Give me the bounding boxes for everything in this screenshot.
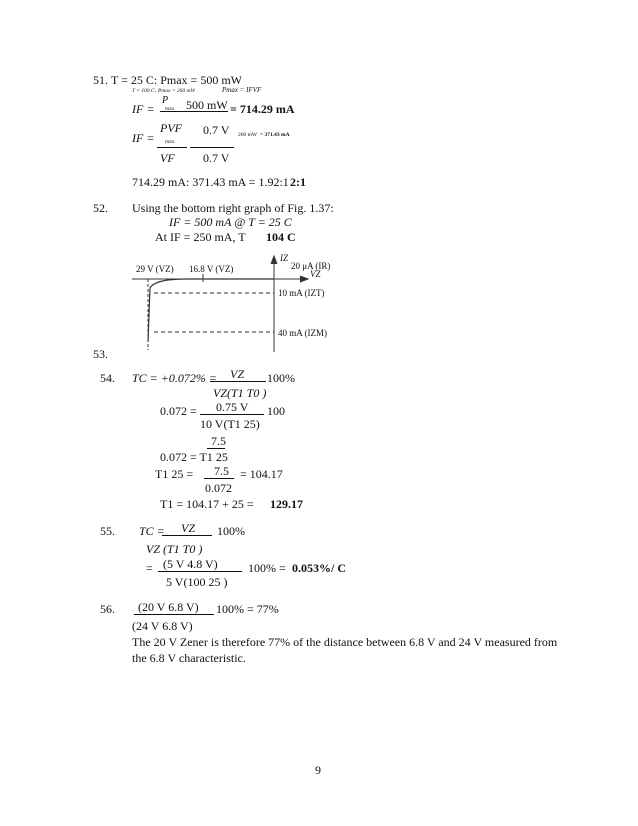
problem-51-if2-denominator: 0.7 V (203, 151, 230, 165)
problem-52-line2: IF = 500 mA @ T = 25 C (169, 215, 292, 229)
label-29v: 29 V (VZ) (136, 264, 174, 274)
problem-54-l2-right: 100 (267, 404, 285, 418)
problem-51-pvf-label: PVF (160, 121, 182, 135)
problem-55-answer: 0.053%/ C (292, 561, 346, 575)
problem-52-answer: 104 C (266, 230, 296, 244)
problem-56-text-line2: the 6.8 V characteristic. (132, 651, 246, 665)
fraction-bar (210, 381, 266, 382)
label-10ma: 10 mA (IZT) (278, 288, 325, 298)
problem-54-l2-num: 0.75 V (216, 400, 249, 414)
problem-55-den2: 5 V(100 25 ) (166, 575, 228, 589)
problem-51-number: 51. (93, 73, 108, 87)
label-168v: 16.8 V (VZ) (189, 264, 234, 274)
problem-51-ratio-answer: 2:1 (290, 175, 306, 189)
vz-axis-arrow (300, 276, 308, 282)
problem-55-number: 55. (100, 524, 115, 538)
iz-axis-arrow (271, 256, 277, 264)
problem-54-l3-num: 7.5 (211, 434, 226, 448)
problem-54-l3-left: 0.072 = T1 25 (160, 450, 228, 464)
problem-54-l4-right: = 104.17 (240, 467, 283, 481)
problem-51-small-tail: Pmax = IFVF (222, 86, 262, 94)
problem-51-if1-numerator: 500 mW (186, 98, 228, 112)
fraction-bar (162, 535, 212, 536)
problem-54-answer: 129.17 (270, 497, 303, 511)
problem-54-l4-left: T1 25 = (155, 467, 194, 481)
fraction-bar (204, 478, 234, 479)
problem-51-line1: T = 25 C: Pmax = 500 mW (111, 73, 242, 87)
problem-51-ratio: 714.29 mA: 371.43 mA = 1.92:1 (132, 175, 289, 189)
problem-51-if2-result: = 371.43 mA (260, 132, 290, 138)
problem-51-if2-numerator: 0.7 V (203, 123, 230, 137)
problem-54-vz: VZ (230, 367, 245, 381)
problem-54-l2-left: 0.072 = (160, 404, 197, 418)
problem-56-frac-tail: 100% = 77% (216, 602, 279, 616)
problem-51-small-line: T = 100 C: Pmax = 260 mW (132, 88, 196, 94)
problem-56-text-line1: The 20 V Zener is therefore 77% of the distance between 6.8 V and 24 V measured from (132, 635, 558, 649)
zener-characteristic-graph (128, 252, 363, 357)
problem-54-l5: T1 = 104.17 + 25 = (160, 497, 254, 511)
problem-55-eq: = (146, 561, 153, 575)
problem-54-den1: VZ(T1 T0 ) (213, 386, 267, 400)
problem-55-hundred: 100% (217, 524, 245, 538)
zener-curve (148, 279, 274, 342)
problem-53-number: 53. (93, 347, 108, 361)
fraction-bar (160, 111, 186, 112)
label-iz: IZ (280, 253, 289, 263)
problem-51-if1-result: = 714.29 mA (230, 102, 295, 116)
problem-51-vf-label: VF (160, 151, 175, 165)
problem-51-max-label-1: max (165, 106, 175, 112)
problem-52-number: 52. (93, 201, 108, 215)
fraction-bar (158, 571, 242, 572)
problem-51-p-label: P (162, 95, 169, 106)
problem-56-frac-den: (24 V 6.8 V) (132, 619, 193, 633)
problem-54-tc-label: TC = +0.072% = (132, 371, 217, 385)
fraction-bar (207, 448, 225, 449)
problem-55-num2: (5 V 4.8 V) (163, 557, 218, 571)
problem-55-tc-label: TC = (139, 524, 165, 538)
problem-51-if2-tail: 260 mW (238, 132, 258, 138)
problem-56-number: 56. (100, 602, 115, 616)
problem-55-den1: VZ (T1 T0 ) (146, 542, 203, 556)
problem-54-l4-num: 7.5 (214, 464, 229, 478)
problem-55-vz: VZ (181, 521, 196, 535)
fraction-bar (190, 147, 234, 148)
fraction-bar (134, 614, 214, 615)
problem-52-line3: At IF = 250 mA, T (155, 230, 246, 244)
problem-54-hundred: 100% (267, 371, 295, 385)
label-40ma: 40 mA (IZM) (278, 328, 327, 338)
problem-51-if-label-2: IF = (132, 131, 155, 145)
problem-55-mid: 100% = (248, 561, 286, 575)
fraction-bar (200, 414, 264, 415)
problem-51-if-label-1: IF = (132, 102, 155, 116)
label-vz: VZ (310, 269, 321, 279)
page-number: 9 (315, 763, 321, 777)
problem-54-number: 54. (100, 371, 115, 385)
label-20ua: 20 μA (IR) (291, 261, 331, 271)
problem-56-frac-num: (20 V 6.8 V) (138, 600, 199, 614)
problem-54-l2-den: 10 V(T1 25) (200, 417, 260, 431)
problem-52-text: Using the bottom right graph of Fig. 1.37: (132, 201, 334, 215)
problem-51-max-label-2: max (165, 139, 175, 145)
problem-54-l4-den: 0.072 (205, 481, 232, 495)
fraction-bar (157, 147, 187, 148)
